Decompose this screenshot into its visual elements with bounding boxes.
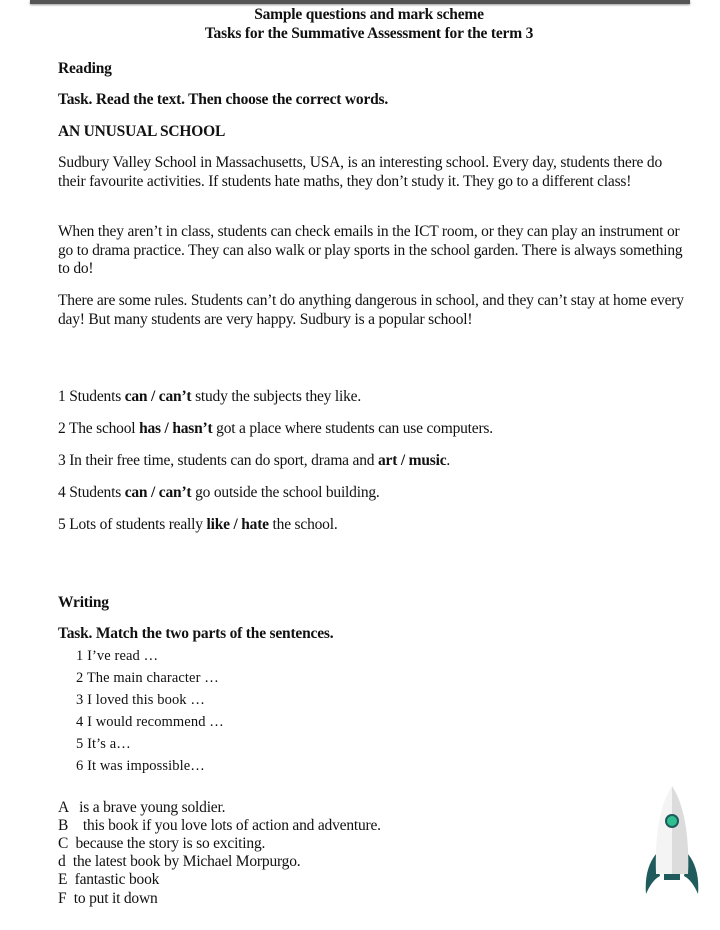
document-subtitle: Tasks for the Summative Assessment for the term 3 — [204, 25, 534, 42]
answer-choice: like / hate — [206, 516, 269, 533]
paragraph: When they aren’t in class, students can check emails in the ICT room, or they can play an instrument or go to drama practice. They can also walk or play sports in the school garden. There is always something to do! — [58, 223, 683, 277]
question-item: 1 Students can / can’t study the subjects they like. — [58, 388, 362, 405]
match-answer: F to put it down — [58, 890, 158, 907]
match-answer: C because the story is so exciting. — [58, 835, 266, 852]
question-item: 5 Lots of students really like / hate the school. — [58, 516, 338, 533]
text-title: AN UNUSUAL SCHOOL — [58, 123, 226, 140]
question-item: 4 Students can / can’t go outside the school building. — [58, 484, 380, 501]
match-item: 5 It’s a… — [76, 736, 131, 752]
match-answer: E fantastic book — [58, 871, 160, 888]
match-answer: d the latest book by Michael Morpurgo. — [58, 853, 301, 870]
answer-choice: has / hasn’t — [139, 420, 213, 437]
paragraph: There are some rules. Students can’t do anything dangerous in school, and they can’t stay at home every day! But many students are very happy. Sudbury is a popular school! — [58, 292, 684, 328]
match-item: 4 I would recommend … — [76, 714, 224, 730]
match-item: 2 The main character … — [76, 670, 219, 686]
answer-choice: can / can’t — [124, 388, 192, 405]
document-title: Sample questions and mark scheme — [254, 6, 484, 23]
reading-task: Task. Read the text. Then choose the correct words. — [58, 91, 389, 108]
top-border — [30, 0, 690, 4]
match-answer: A is a brave young soldier. — [58, 799, 226, 816]
paragraph: Sudbury Valley School in Massachusetts, USA, is an interesting school. Every day, students there do their favourite activities. If students hate maths, they don’t study it. They go to a different class! — [58, 154, 662, 190]
match-item: 1 I’ve read … — [76, 648, 159, 664]
reading-heading: Reading — [58, 60, 112, 77]
writing-heading: Writing — [58, 594, 109, 611]
match-item: 6 It was impossible… — [76, 758, 205, 774]
writing-task: Task. Match the two parts of the sentences. — [58, 625, 334, 642]
answer-choice: art / music — [378, 452, 447, 469]
match-item: 3 I loved this book … — [76, 692, 205, 708]
question-item: 3 In their free time, students can do sport, drama and art / music. — [58, 452, 451, 469]
match-answer: B this book if you love lots of action and adventure. — [58, 817, 381, 834]
rocket-icon[interactable] — [642, 784, 702, 899]
answer-choice: can / can’t — [124, 484, 192, 501]
question-item: 2 The school has / hasn’t got a place where students can use computers. — [58, 420, 493, 437]
